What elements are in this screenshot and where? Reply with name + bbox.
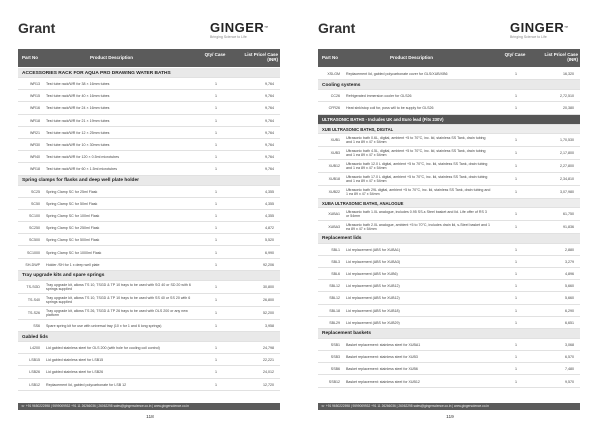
qty-cell: 1	[215, 94, 217, 99]
header-description: Product Description	[390, 55, 434, 60]
description-cell: Heat sink/stop coil for, poss will to be supply for GLS26	[346, 106, 434, 111]
header-description: Product Description	[90, 55, 134, 60]
part-number-cell: SSB1	[330, 342, 340, 347]
part-number-cell: SC500	[29, 238, 40, 243]
qty-cell: 1	[215, 226, 217, 231]
qty-cell: 1	[515, 284, 517, 289]
table-row	[18, 127, 280, 139]
description-cell: Holder /SH for 1 x deep well plate	[46, 262, 100, 267]
description-cell: Basket replacement: stainless steel for XUBA1	[346, 342, 421, 347]
description-cell: Lid replacement (ABS for XUB12)	[346, 296, 400, 301]
description-cell: Spring Clamp SC for 25ml Flask	[46, 189, 98, 194]
qty-cell: 1	[515, 379, 517, 384]
qty-cell: 1	[515, 320, 517, 325]
catalog-page-right	[300, 0, 600, 424]
part-number-cell: LSB12	[29, 382, 40, 387]
description-cell: Spring Clamp SC for 1000ml Flask	[46, 250, 102, 255]
part-number-cell: LSB15	[29, 358, 40, 363]
price-cell: 9,764	[265, 167, 274, 172]
section-title: ULTRASONIC BATHS - Includes UK and Euro lead (Fits 230V)	[322, 117, 444, 123]
section-header-row	[18, 176, 280, 186]
price-cell: 24,798	[263, 346, 274, 351]
description-cell: Tray upgrade kit, allows TS 10, TSGD & TP 10 trays to be used with SS 40 or SS 20 with 6 springs supplied	[46, 295, 191, 305]
table-row	[318, 280, 580, 292]
description-cell: Lid replacement (ABS for XUBA3)	[346, 259, 401, 264]
price-cell: 7,480	[565, 367, 574, 372]
table-row	[318, 102, 580, 114]
table-row	[318, 351, 580, 363]
part-number-cell: SC50	[31, 201, 40, 206]
qty-cell: 1	[515, 259, 517, 264]
price-cell: 9,764	[265, 94, 274, 99]
contact-footer: ☏ +91 9650222598 | 9599009932 +91 11 26266036 | 26062298 sales@gingerscience.co.in | www.gingerscience.co.in	[318, 403, 580, 410]
part-number-cell: SSB6	[330, 367, 340, 372]
description-cell: Test tube rack/WR for 38 × 16mm tubes	[46, 82, 110, 87]
description-cell: Replacement lid, gabled polycarbonate for LSB 12	[46, 382, 127, 387]
qty-cell: 1	[515, 247, 517, 252]
price-cell: 30,800	[263, 285, 274, 290]
part-number-cell: TS-S26	[27, 311, 40, 316]
price-cell: 12,720	[263, 382, 274, 387]
qty-cell: 1	[215, 118, 217, 123]
qty-cell: 1	[515, 138, 517, 143]
part-number-cell: XUB12	[328, 164, 340, 169]
logo-word: GINGER	[510, 20, 565, 35]
price-cell: 91,836	[563, 225, 574, 230]
description-cell: Ultrasonic bath 1.0L analogue, includes 0.95 SS-s Steel basket and lid. Life offer of RS 3 or 54mm	[346, 209, 487, 218]
table-row	[18, 259, 280, 271]
table-row	[318, 221, 580, 234]
qty-cell: 1	[515, 177, 517, 182]
description-cell: Spring Clamp SC for 500ml Flask	[46, 238, 100, 243]
price-cell: 5,660	[565, 296, 574, 301]
qty-cell: 1	[515, 151, 517, 156]
part-number-cell: SBL3	[331, 259, 340, 264]
part-number-cell: XSLGM	[327, 72, 340, 77]
section-title: Replacement baskets	[322, 331, 372, 337]
table-row	[18, 294, 280, 307]
part-number-cell: SSB12	[328, 379, 340, 384]
part-number-cell: XUB18	[328, 177, 340, 182]
qty-cell: 1	[515, 164, 517, 169]
description-cell: Lid gabled stainless steel for OLS 200 (with hole for cooling coil control)	[46, 346, 160, 351]
table-row	[18, 281, 280, 294]
price-cell: 3,958	[265, 323, 274, 328]
description-cell: Lid replacement (ABS for XUB18)	[346, 308, 400, 313]
contact-footer: ☏ +91 9650222598 | 9599009932 +91 11 26266036 | 26062298 sales@gingerscience.co.in | www.gingerscience.co.in	[18, 403, 280, 410]
description-cell: Test tube rack/WR for 10 × 30mm tubes	[46, 143, 110, 148]
part-number-cell: SSB3	[330, 355, 340, 360]
logo-tagline: Bringing Science to Life	[210, 35, 247, 39]
qty-cell: 1	[515, 272, 517, 277]
qty-cell: 1	[215, 262, 217, 267]
description-cell: Ultrasonic bath 2.0L analogue, ambient +5 to 70°C, includes drain lid, s-Steel basket and 1 ea 89 x 47 x 54mm	[346, 222, 491, 231]
qty-cell: 1	[515, 342, 517, 347]
description-cell: Test tube rack/WR for 60 × 1.5ml microtubes	[46, 167, 118, 172]
table-row	[18, 379, 280, 391]
table-row	[18, 366, 280, 378]
price-cell: 52,200	[263, 311, 274, 316]
description-cell: Tray upgrade kit, allows TS 10, TSGD & TP 10 trays to be used with SG 40 or SD 20 with 6 springs supplied	[46, 282, 191, 292]
description-cell: Test tube rack/WR for 12 × 25mm tubes	[46, 130, 110, 135]
table-row	[318, 160, 580, 173]
ginger-logo	[210, 22, 280, 39]
section-header-row	[318, 115, 580, 125]
price-cell: 2,17,800	[560, 151, 574, 156]
table-row	[318, 268, 580, 280]
table-row	[18, 186, 280, 198]
price-cell: 2,880	[565, 247, 574, 252]
section-title: Gabled lids	[22, 334, 48, 340]
table-row	[18, 320, 280, 332]
description-cell: Spring Clamp SC for 50ml Flask	[46, 201, 98, 206]
qty-cell: 1	[215, 130, 217, 135]
price-table-right	[318, 68, 580, 388]
part-number-cell: SBL12	[329, 296, 340, 301]
header-qty: Qty/ Case	[204, 52, 226, 57]
header-qty: Qty/ Case	[504, 52, 526, 57]
part-number-cell: SC1000	[27, 250, 40, 255]
section-header-row	[18, 68, 280, 78]
logo-tagline: Bringing Science to Life	[510, 35, 547, 39]
qty-cell: 1	[515, 308, 517, 313]
table-row	[18, 210, 280, 222]
subsection-header-row	[318, 199, 580, 208]
part-number-cell: SBL18	[329, 308, 340, 313]
header-price: List Price/ Case (INR)	[544, 52, 578, 62]
table-row	[18, 90, 280, 102]
section-header-row	[18, 271, 280, 281]
price-cell: 4,355	[265, 201, 274, 206]
description-cell: Ultrasonic bath 29L digital, ambient +5 to 70°C, inc. lid, stainless SS Tank, drain tubing and 1 ea 89 x 47 x 54mm	[346, 187, 491, 196]
part-number-cell: SS6	[33, 323, 40, 328]
description-cell: Tray upgrade kit, allows TS 26, TSGD & TP 26 trays to be used with OLS 200 or any new platform	[46, 308, 188, 318]
part-number-cell: WR15	[30, 94, 40, 99]
qty-cell: 1	[215, 213, 217, 218]
part-number-cell: CC26	[330, 94, 340, 99]
section-title: ACCESSORIES RACK FOR AQUA PRO DRAWING WATER BATHS	[22, 70, 171, 76]
price-cell: 2,27,800	[560, 164, 574, 169]
page-number: 118	[146, 415, 154, 420]
price-cell: 92,206	[263, 262, 274, 267]
part-number-cell: XUBA3	[328, 225, 340, 230]
qty-cell: 1	[215, 311, 217, 316]
part-number-cell: L4200	[30, 346, 40, 351]
qty-cell: 1	[215, 323, 217, 328]
table-row	[18, 307, 280, 320]
qty-cell: 1	[515, 296, 517, 301]
price-cell: 4,872	[265, 226, 274, 231]
description-cell: Lid replacement (ABS for XUB6)	[346, 272, 398, 277]
table-row	[318, 363, 580, 375]
table-row	[318, 173, 580, 186]
description-cell: Test tube rack/WR for 40 × 16mm tubes	[46, 94, 110, 99]
table-row	[18, 246, 280, 258]
table-row	[318, 305, 580, 317]
table-row	[318, 244, 580, 256]
table-row	[318, 68, 580, 80]
price-cell: 1,70,530	[560, 138, 574, 143]
price-cell: 4,355	[265, 213, 274, 218]
part-number-cell: LSB26	[29, 370, 40, 375]
section-title: XUBA ULTRASONIC BATHS, ANALOGUE	[322, 200, 404, 206]
part-number-cell: WR40	[30, 155, 40, 160]
description-cell: Basket replacement: stainless steel for XUB12	[346, 379, 420, 384]
price-cell: 6,570	[565, 355, 574, 360]
section-header-row	[318, 329, 580, 339]
description-cell: Spring Clamp SC for 100ml Flask	[46, 213, 100, 218]
table-row	[18, 234, 280, 246]
table-header	[18, 49, 280, 67]
price-cell: 5,520	[265, 238, 274, 243]
price-table-left	[18, 68, 280, 391]
price-cell: 6,290	[565, 308, 574, 313]
part-number-cell: XUB22	[328, 190, 340, 195]
part-number-cell: TS-S40	[27, 298, 40, 303]
qty-cell: 1	[515, 212, 517, 217]
description-cell: Ultrasonic bath 17.0 L digital, ambient +5 to 70°C, inc. lid, stainless SS Tank, drain tubing and 1 ea 89 x 47 x 54mm	[346, 174, 488, 183]
logo-word: GINGER	[210, 20, 265, 35]
qty-cell: 1	[515, 190, 517, 195]
table-row	[18, 139, 280, 151]
price-cell: 3,068	[565, 342, 574, 347]
price-cell: 9,764	[265, 82, 274, 87]
header-part-no: Part No	[22, 55, 39, 60]
qty-cell: 1	[515, 72, 517, 77]
table-row	[18, 342, 280, 354]
price-cell: 3,07,980	[560, 190, 574, 195]
price-cell: 9,764	[265, 118, 274, 123]
price-cell: 6,990	[265, 250, 274, 255]
part-number-cell: SC25	[31, 189, 40, 194]
price-cell: 3,279	[565, 259, 574, 264]
qty-cell: 1	[215, 155, 217, 160]
header-price: List Price/ Case (INR)	[244, 52, 278, 62]
table-row	[18, 115, 280, 127]
qty-cell: 1	[215, 82, 217, 87]
qty-cell: 1	[215, 189, 217, 194]
price-cell: 24,012	[263, 370, 274, 375]
price-cell: 4,896	[565, 272, 574, 277]
table-row	[18, 163, 280, 175]
section-title: Cooling systems	[322, 82, 361, 88]
qty-cell: 1	[215, 143, 217, 148]
table-row	[318, 292, 580, 304]
description-cell: Basket replacement: stainless steel for XUB6	[346, 367, 418, 372]
description-cell: Test tube rack/WR for 21 × 19mm tubes	[46, 118, 110, 123]
section-header-row	[318, 80, 580, 90]
description-cell: Refrigerated immersion cooler for GLS26	[346, 94, 412, 99]
qty-cell: 1	[215, 382, 217, 387]
brand-title: Grant	[318, 20, 356, 36]
logo-tm: ™	[264, 25, 269, 30]
ginger-logo	[510, 22, 580, 39]
description-cell: Ultrasonic bath 12.0 L digital, ambient +5 to 70°C, inc. lid, stainless SS Tank, drain tubing and 1 ea 89 x 47 x 54mm	[346, 161, 488, 170]
table-row	[318, 256, 580, 268]
qty-cell: 1	[215, 238, 217, 243]
table-row	[18, 102, 280, 114]
description-cell: Lid replacement (ABS for XUB29)	[346, 320, 400, 325]
table-row	[318, 90, 580, 102]
logo-tm: ™	[564, 25, 569, 30]
description-cell: Ultrasonic bath 0.6L, digital, ambient +5 to 70°C, inc. lid, stainless SS Tank, drain tubing and 1 ea 89 x 47 x 54mm	[346, 135, 486, 144]
qty-cell: 1	[515, 106, 517, 111]
section-header-row	[318, 234, 580, 244]
qty-cell: 1	[215, 358, 217, 363]
brand-title: Grant	[18, 20, 56, 36]
price-cell: 16,320	[563, 72, 574, 77]
qty-cell: 1	[215, 298, 217, 303]
part-number-cell: SC250	[29, 226, 40, 231]
price-cell: 9,764	[265, 143, 274, 148]
part-number-cell: XUB1	[330, 138, 340, 143]
price-cell: 9,764	[265, 130, 274, 135]
price-cell: 6,651	[565, 320, 574, 325]
section-title: XUB ULTRASONIC BATHS, DIGITAL	[322, 126, 394, 132]
qty-cell: 1	[215, 250, 217, 255]
part-number-cell: WR21	[30, 130, 40, 135]
qty-cell: 1	[215, 167, 217, 172]
header-part-no: Part No	[322, 55, 339, 60]
description-cell: Test tube rack/WR for 24 × 16mm tubes	[46, 106, 110, 111]
table-row	[318, 317, 580, 329]
table-row	[18, 222, 280, 234]
part-number-cell: CFR26	[328, 106, 340, 111]
price-cell: 2,72,510	[560, 94, 574, 99]
table-row	[18, 151, 280, 163]
description-cell: Basket replacement: stainless steel for XUB3	[346, 355, 418, 360]
part-number-cell: WR30	[30, 143, 40, 148]
description-cell: Spare spring kit for use with universal tray (10 x for 1 and 6 long springs)	[46, 323, 162, 328]
part-number-cell: SBL12	[329, 284, 340, 289]
part-number-cell: WR18	[30, 118, 40, 123]
section-title: Spring clamps for flasks and deep well plate holder	[22, 178, 140, 183]
table-row	[318, 208, 580, 221]
section-title: Tray upgrade kits and spare springs	[22, 273, 105, 279]
price-cell: 5,660	[565, 284, 574, 289]
qty-cell: 1	[515, 367, 517, 372]
part-number-cell: XUB3	[330, 151, 340, 156]
price-cell: 9,764	[265, 106, 274, 111]
qty-cell: 1	[215, 106, 217, 111]
part-number-cell: TS-SGD	[26, 285, 40, 290]
section-header-row	[18, 332, 280, 342]
table-row	[18, 354, 280, 366]
table-row	[318, 375, 580, 387]
section-title: Replacement lids	[322, 236, 362, 242]
description-cell: Lid gabled stainless steel for LSB26	[46, 370, 104, 375]
qty-cell: 1	[515, 225, 517, 230]
part-number-cell: SBL6	[331, 272, 340, 277]
table-row	[18, 198, 280, 210]
table-row	[318, 339, 580, 351]
description-cell: Lid replacement (ABS for XUB12)	[346, 284, 400, 289]
price-cell: 20,380	[563, 106, 574, 111]
part-number-cell: SH-DWP	[25, 262, 40, 267]
part-number-cell: SBL29	[329, 320, 340, 325]
description-cell: Replacement lid, gabled polycarbonate cover for GLS/XUB/XB6	[346, 72, 448, 77]
price-cell: 9,570	[565, 379, 574, 384]
part-number-cell: SC100	[29, 213, 40, 218]
qty-cell: 1	[215, 285, 217, 290]
qty-cell: 1	[215, 201, 217, 206]
description-cell: Test tube rack/WR for 120 × 0.5ml microtubes	[46, 155, 120, 160]
price-cell: 61,750	[563, 212, 574, 217]
part-number-cell: WR16	[30, 106, 40, 111]
part-number-cell: XUBA1	[328, 212, 340, 217]
description-cell: Spring Clamp SC for 250ml Flask	[46, 226, 100, 231]
part-number-cell: WR13	[30, 82, 40, 87]
table-row	[18, 78, 280, 90]
part-number-cell: SBL1	[331, 247, 340, 252]
part-number-cell: WR18	[30, 167, 40, 172]
price-cell: 22,221	[263, 358, 274, 363]
price-cell: 4,355	[265, 189, 274, 194]
description-cell: Ultrasonic bath 4.5L, digital, ambient +5 to 70°C, inc. lid, stainless SS Tank, drain tubing and 1 ea 89 x 47 x 54mm	[346, 148, 486, 157]
table-row	[318, 147, 580, 160]
price-cell: 26,800	[263, 298, 274, 303]
price-cell: 9,764	[265, 155, 274, 160]
price-cell: 2,34,810	[560, 177, 574, 182]
qty-cell: 1	[515, 355, 517, 360]
description-cell: Lid gabled stainless steel for LSB15	[46, 358, 104, 363]
table-row	[318, 134, 580, 147]
subsection-header-row	[318, 125, 580, 134]
qty-cell: 1	[215, 370, 217, 375]
page-number: 119	[446, 415, 454, 420]
table-row	[318, 186, 580, 199]
description-cell: Lid replacement (ABS for XUBA1)	[346, 247, 401, 252]
qty-cell: 1	[515, 94, 517, 99]
table-header	[318, 49, 580, 67]
qty-cell: 1	[215, 346, 217, 351]
